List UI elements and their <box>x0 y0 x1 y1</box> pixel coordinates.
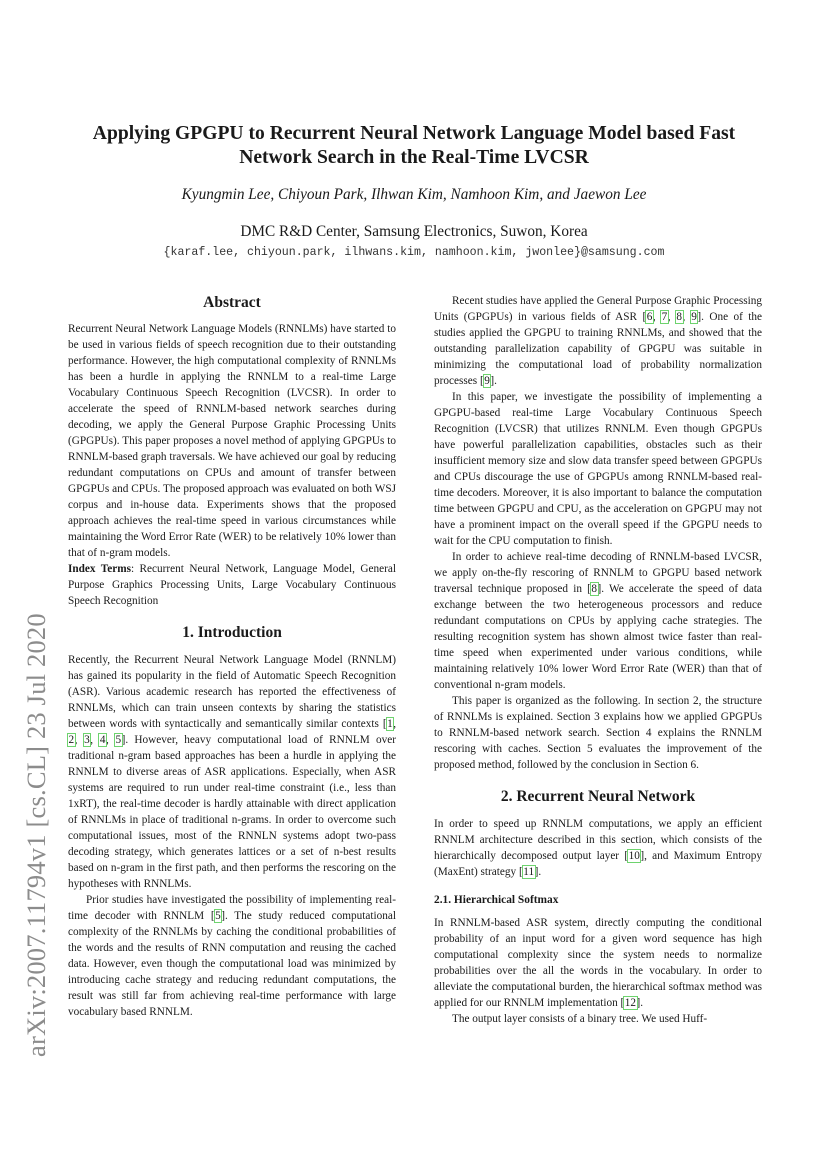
sec2-text-c: . <box>538 866 542 878</box>
right-p1-text-a: Recent studies have applied the General Purpose Graphic Processing Units (GPGPUs) in various fields of ASR <box>434 295 762 323</box>
subsection-2-1-heading: 2.1. Hierarchical Softmax <box>434 894 559 906</box>
intro-p1-text-b: . However, heavy computational load of RNNLM over traditional n-gram based approaches has been a hurdle in applying the RNNLM to diverse areas of ASR applications. Especially, when ASR systems are required to run under real-time constraint (i.e., less than 1xRT), the real-time decoder is hardly attainable with direct application of RNNLMs in place of traditional n-grams. In order to overcome such computational issues, most of the RNNLN systems adopt two-pass decoding strategy, which generates lattices or a set of n-best results based on n-gram in the first path, and then performs the rescoring on the hypotheses with RNNLMs. <box>68 734 397 890</box>
citation-link[interactable]: 2 <box>68 734 75 746</box>
intro-paragraph-1: Recently, the Recurrent Neural Network Language Model (RNNLM) has gained its popularity in the field of Automatic Speech Recognition (ASR). Various academic research has reported the effectiveness of RNNLMs, which can train unseen contexts by sharing the statistics between words with syntactically and semantically similar contexts [1, 2, 3, 4, 5]. However, heavy computational load of RNNLM over traditional n-gram based approaches has been a hurdle in applying the RNNLM to diverse areas of ASR applications. Especially, when ASR systems are required to run under real-time constraint (i.e., less than 1xRT), the real-time decoder is hardly attainable with direct application of RNNLMs in place of traditional n-grams. In order to overcome such computational issues, most of the RNNLN systems adopt two-pass decoding strategy, which generates lattices or a set of n-best results based on n-gram in the first path, and then performs the rescoring on the hypotheses with RNNLMs. <box>68 654 397 890</box>
right-paragraph-2: In this paper, we investigate the possibility of implementing a GPGPU-based real-time Large Vocabulary Continuous Speech Recognition (LVCSR) that utilizes RNNLM. Even though GPGPUs have powerful parallelization capabilities, obstacles such as their insufficient memory size and slow data transfer speed between GPGPUs and CPUs discourage the use of GPGPUs among RNNLM-based real-time decoders. Moreover, it is also important to balance the computation time between GPGPU and CPU, as the acceleration on GPGPU may not have a prominent impact on the overall speed if the GPGPU needs to wait for the CPU computation to finish. <box>434 391 762 547</box>
right-p1-text-b: . One of the studies applied the GPGPU to training RNNLMs, and showed that the outstanding parallelization capability of GPGPU was suitable in minimizing the computational load of probability normalization processes <box>434 311 763 387</box>
citation-link[interactable]: 5 <box>215 910 221 922</box>
citation-link[interactable]: 12 <box>624 997 637 1009</box>
citation-link[interactable]: 4 <box>99 734 106 746</box>
citation-link[interactable]: 1 <box>387 718 393 730</box>
paper-title: Applying GPGPU to Recurrent Neural Network Language Model based Fast Network Search in the Real-Time LVCSR <box>92 123 736 168</box>
subsection-2-1-paragraph-2: The output layer consists of a binary tree. We used Huff- <box>452 1013 708 1025</box>
citation-link[interactable]: 5 <box>115 734 122 746</box>
right-paragraph-1: Recent studies have applied the General Purpose Graphic Processing Units (GPGPUs) in various fields of ASR [6, 7, 8, 9]. One of the studies applied the GPGPU to training RNNLMs, and showed that the outstanding parallelization capability of GPGPU was suitable in minimizing the computational load of probability normalization processes [9]. <box>434 295 763 387</box>
sec2-text-a: In order to speed up RNNLM computations, we apply an efficient RNNLM architecture described in this section, which consists of the hierarchically decomposed output layer <box>434 818 762 862</box>
author-list: Kyungmin Lee, Chiyoun Park, Ilhwan Kim, Namhoon Kim, and Jaewon Lee <box>181 186 647 203</box>
citation-link[interactable]: 3 <box>84 734 90 746</box>
citation-link[interactable]: 7 <box>661 311 668 323</box>
section-2-paragraph: In order to speed up RNNLM computations, we apply an efficient RNNLM architecture described in this section, which consists of the hierarchically decomposed output layer [10], and Maximum Entropy (MaxEnt) strategy [11]. <box>434 818 762 878</box>
right-p3-text-a: In order to achieve real-time decoding of RNNLM-based LVCSR, we apply on-the-fly rescoring of RNNLM to GPGPU based network traversal technique proposed in <box>434 551 762 595</box>
citation-link[interactable]: 9 <box>484 375 490 387</box>
section-2-heading: 2. Recurrent Neural Network <box>500 788 696 805</box>
right-p1-text-c: . <box>494 375 497 387</box>
right-column <box>434 293 762 1027</box>
abstract-body: Recurrent Neural Network Language Models (RNNLMs) have started to be used in various fields of speech recognition due to their outstanding performance. However, the high computational complexity of RNNLMs has been a hurdle in applying the RNNLM to a real-time Large Vocabulary Continuous Speech Recognition (LVCSR). In order to accelerate the speed of RNNLM-based network searches during decoding, we apply the General Purpose Graphic Processing Units (GPGPUs). This paper proposes a novel method of applying GPGPUs to RNNLM-based graph traversals. We have achieved our goal by reducing redundant computations on CPUs and amount of transfer between GPGPUs and CPUs. The proposed approach was evaluated on both WSJ corpus and in-house data. Experiments shows that the proposed approach achieves the real-time speed in various circumstances while maintaining the Word Error Rate (WER) to be relatively 10% lower than that of n-gram models. <box>68 323 396 559</box>
left-column <box>68 293 396 1020</box>
section-1-heading: 1. Introduction <box>182 624 282 641</box>
author-emails: {karaf.lee, chiyoun.park, ilhwans.kim, namhoon.kim, jwonlee}@samsung.com <box>163 246 665 259</box>
arxiv-identifier[interactable]: arXiv:2007.11794v1 [cs.CL] 23 Jul 2020 <box>21 613 51 1057</box>
citation-link[interactable]: 8 <box>676 311 683 323</box>
intro-p2-text-a: Prior studies have investigated the possibility of implementing real-time decoder with RNNLM <box>68 894 396 922</box>
citation-link[interactable]: 11 <box>523 866 535 878</box>
right-p3-text-b: . We accelerate the speed of data exchange between the two heterogeneous processors and reduce redundant computations on CPUs by applying cache strategies. The resulting recognition system has shown almost twice faster than real-time speed when experimented under various conditions, while maintaining relatively 10% lower Word Error Rate (WER) than that of conventional n-gram models. <box>434 583 762 691</box>
sub21-text-b: . <box>640 997 644 1009</box>
citation-link[interactable]: 6 <box>646 311 653 323</box>
citation-link[interactable]: 9 <box>691 311 697 323</box>
abstract-heading: Abstract <box>203 294 261 311</box>
affiliation: DMC R&D Center, Samsung Electronics, Suwon, Korea <box>240 223 588 240</box>
intro-p2-text-b: . The study reduced computational complexity of the RNNLMs by caching the conditional probabilities of the words and the results of RNN computation and reusing the cached data. However, even though the computational load was minimized by introducing cache strategy and reducing redundant computations, the result was still far from achieving real-time performance with large vocabulary based RNNLM. <box>68 910 396 1018</box>
sub21-text-a: In RNNLM-based ASR system, directly computing the conditional probability of an input word for a given word sequence has high computational complexity since the system needs to normalize probabilities over the all the words in the vocabulary. In order to alleviate the computational burden, the hierarchical softmax method was applied for our RNNLM implementation <box>434 917 762 1009</box>
index-terms-text: : Recurrent Neural Network, Language Model, General Purpose Graphics Processing Units, Large Vocabulary Continuous Speech Recognition <box>68 563 397 607</box>
intro-paragraph-2: Prior studies have investigated the possibility of implementing real-time decoder with RNNLM [5]. The study reduced computational complexity of the RNNLMs by caching the conditional probabilities of the words and the results of RNN computation and reusing the cached data. However, even though the computational load was minimized by introducing cache strategy and reducing redundant computations, the result was still far from achieving real-time performance with large vocabulary based RNNLM. <box>68 894 396 1018</box>
right-paragraph-4: This paper is organized as the following. In section 2, the structure of RNNLMs is explained. Section 3 explains how we applied GPGPUs to RNNLM-based network search. Section 4 explains the RNNLM rescoring with caches. Section 5 evaluates the improvement of the proposed method, followed by the conclusion in Section 6. <box>434 695 762 771</box>
sec2-text-b: , and Maximum Entropy (MaxEnt) strategy <box>434 850 762 878</box>
citation-link[interactable]: 8 <box>591 583 597 595</box>
intro-p1-text-a: Recently, the Recurrent Neural Network Language Model (RNNLM) has gained its popularity in the field of Automatic Speech Recognition (ASR). Various academic research has reported the effectiveness of RNNLMs, which can train unseen contexts by sharing the statistics between words with syntactically and semantically similar contexts <box>68 654 396 730</box>
index-terms-label: Index Terms <box>68 563 131 575</box>
index-terms <box>68 561 396 609</box>
citation-link[interactable]: 10 <box>628 850 640 862</box>
right-paragraph-3: In order to achieve real-time decoding of RNNLM-based LVCSR, we apply on-the-fly rescoring of RNNLM to GPGPU based network traversal technique proposed in [8]. We accelerate the speed of data exchange between the two heterogeneous processors and reduce redundant computations on CPUs by applying cache strategies. The resulting recognition system has shown almost twice faster than real-time speed when experimented under various conditions, while maintaining relatively 10% lower Word Error Rate (WER) than that of conventional n-gram models. <box>434 551 762 691</box>
subsection-2-1-paragraph: In RNNLM-based ASR system, directly computing the conditional probability of an input word for a given word sequence has high computational complexity since the system needs to normalize probabilities over the all the words in the vocabulary. In order to alleviate the computational burden, the hierarchical softmax method was applied for our RNNLM implementation [12]. <box>434 917 762 1009</box>
